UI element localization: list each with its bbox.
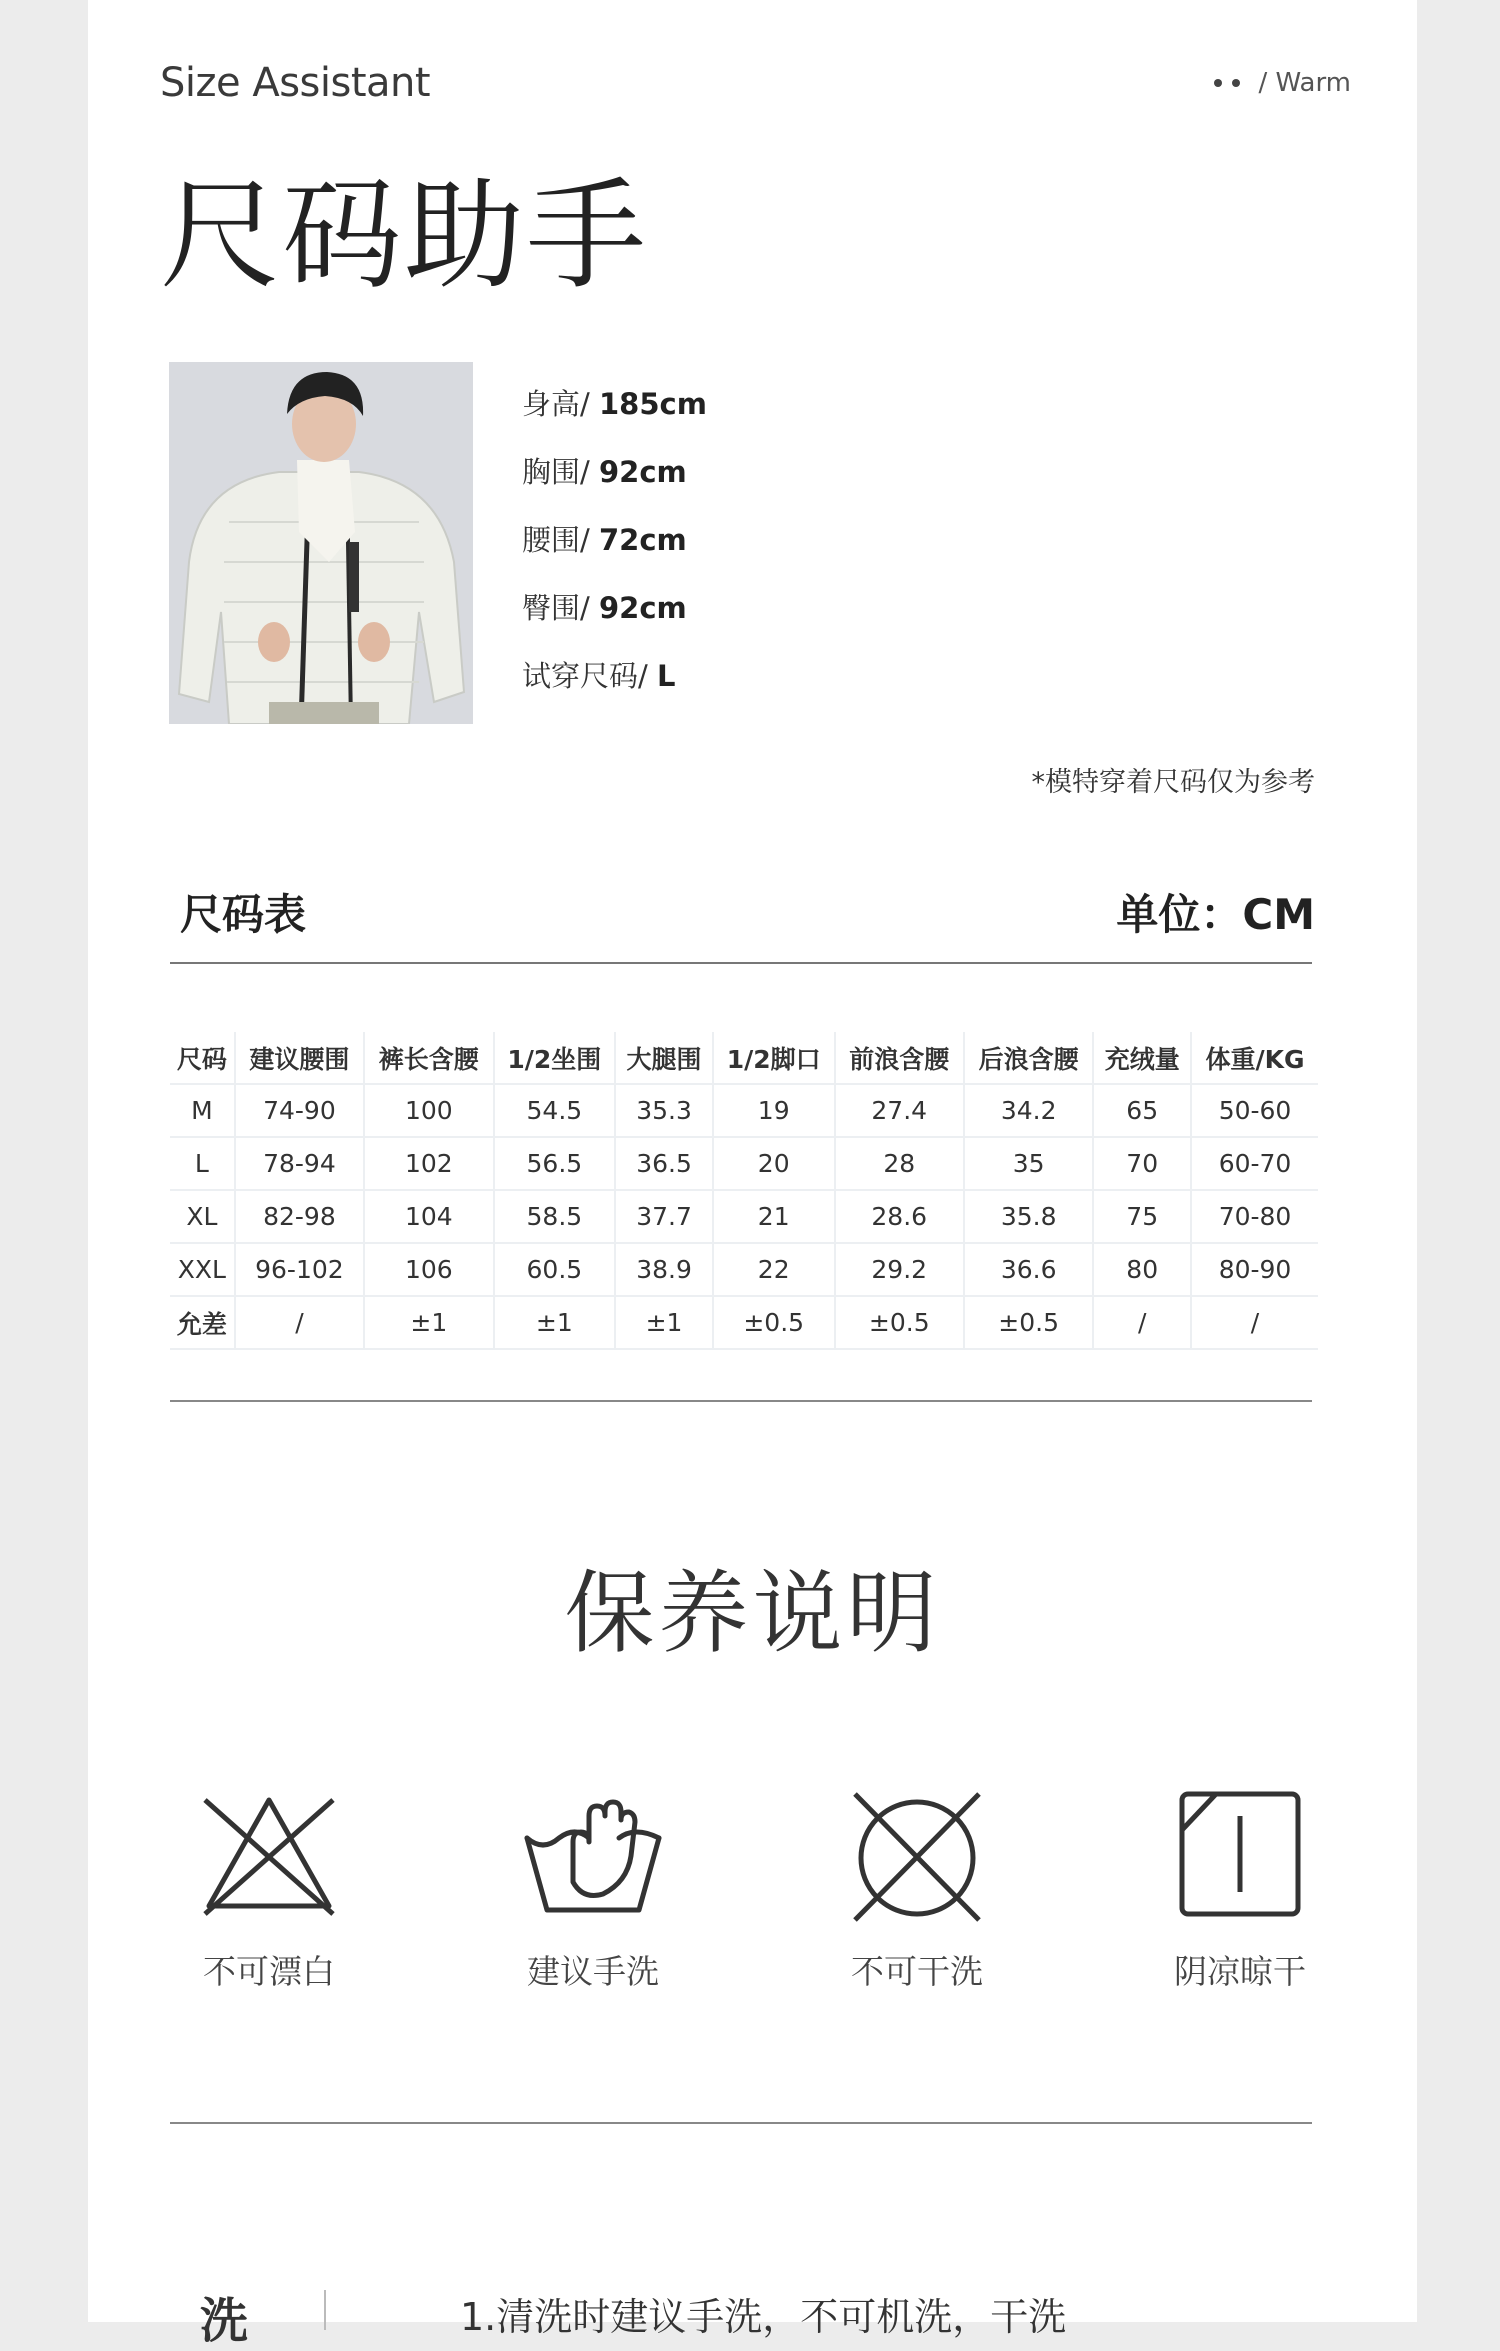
table-cell: 80 bbox=[1093, 1243, 1191, 1296]
table-row bbox=[170, 1243, 1318, 1296]
care-label: 不可干洗 bbox=[851, 1952, 983, 1991]
table-cell: 36.5 bbox=[615, 1137, 713, 1190]
header-right bbox=[1214, 68, 1351, 98]
table-cell: 104 bbox=[364, 1190, 493, 1243]
table-cell: 19 bbox=[713, 1084, 835, 1137]
table-cell: 70 bbox=[1093, 1137, 1191, 1190]
table-cell: 35 bbox=[964, 1137, 1093, 1190]
table-header-cell: 建议腰围 bbox=[235, 1032, 364, 1084]
table-row-label: XXL bbox=[170, 1243, 235, 1296]
table-cell: 28 bbox=[835, 1137, 964, 1190]
table-cell: 27.4 bbox=[835, 1084, 964, 1137]
size-assistant-page bbox=[88, 0, 1417, 2349]
table-cell: 35.8 bbox=[964, 1190, 1093, 1243]
table-cell: 106 bbox=[364, 1243, 493, 1296]
table-cell: ±0.5 bbox=[713, 1296, 835, 1349]
table-header-cell: 1/2脚口 bbox=[713, 1032, 835, 1084]
table-cell: 75 bbox=[1093, 1190, 1191, 1243]
header-right-label: / Warm bbox=[1258, 68, 1351, 98]
table-header-cell: 裤长含腰 bbox=[364, 1032, 493, 1084]
table-cell: ±0.5 bbox=[835, 1296, 964, 1349]
table-cell: 34.2 bbox=[964, 1084, 1093, 1137]
size-table-unit: 单位：CM bbox=[1116, 890, 1315, 939]
care-label: 不可漂白 bbox=[203, 1952, 335, 1991]
table-header-cell: 尺码 bbox=[170, 1032, 235, 1084]
table-cell: 65 bbox=[1093, 1084, 1191, 1137]
table-header-cell: 大腿围 bbox=[615, 1032, 713, 1084]
wash-instruction: 1.清洗时建议手洗，不可机洗，干洗 bbox=[460, 2295, 1067, 2339]
table-cell: 38.9 bbox=[615, 1243, 713, 1296]
spec-height: 身高/ 185cm bbox=[522, 387, 707, 421]
table-cell: ±1 bbox=[494, 1296, 616, 1349]
table-header-cell: 充绒量 bbox=[1093, 1032, 1191, 1084]
table-body bbox=[170, 1084, 1318, 1349]
table-cell: 56.5 bbox=[494, 1137, 616, 1190]
size-table-title: 尺码表 bbox=[180, 890, 307, 939]
table-cell: 102 bbox=[364, 1137, 493, 1190]
table-header-cell: 前浪含腰 bbox=[835, 1032, 964, 1084]
table-cell: 60.5 bbox=[494, 1243, 616, 1296]
table-cell: 35.3 bbox=[615, 1084, 713, 1137]
table-row-label: L bbox=[170, 1137, 235, 1190]
hand-wash-icon bbox=[523, 1786, 663, 1926]
table-cell: / bbox=[1191, 1296, 1318, 1349]
table-cell: 74-90 bbox=[235, 1084, 364, 1137]
table-cell: 22 bbox=[713, 1243, 835, 1296]
divider bbox=[170, 962, 1312, 964]
table-cell: 60-70 bbox=[1191, 1137, 1318, 1190]
table-header-cell: 体重/KG bbox=[1191, 1032, 1318, 1084]
care-item-no-dry-clean bbox=[837, 1786, 997, 1993]
table-cell: 29.2 bbox=[835, 1243, 964, 1296]
table-cell: 36.6 bbox=[964, 1243, 1093, 1296]
table-cell: 82-98 bbox=[235, 1190, 364, 1243]
table-header-row bbox=[170, 1032, 1318, 1084]
table-cell: / bbox=[235, 1296, 364, 1349]
brand-english-title: Size Assistant bbox=[160, 60, 431, 106]
table-cell: 20 bbox=[713, 1137, 835, 1190]
table-row-label: M bbox=[170, 1084, 235, 1137]
care-label: 阴凉晾干 bbox=[1174, 1952, 1306, 1991]
wash-heading: 洗 bbox=[200, 2293, 249, 2349]
table-cell: 54.5 bbox=[494, 1084, 616, 1137]
table-row-label: XL bbox=[170, 1190, 235, 1243]
table-header-cell: 1/2坐围 bbox=[494, 1032, 616, 1084]
care-label: 建议手洗 bbox=[527, 1952, 659, 1991]
model-size-note: *模特穿着尺码仅为参考 bbox=[1031, 767, 1315, 798]
table-row-label: 允差 bbox=[170, 1296, 235, 1349]
dots-icon bbox=[1214, 79, 1240, 87]
divider bbox=[170, 1400, 1312, 1402]
table-row bbox=[170, 1137, 1318, 1190]
divider bbox=[170, 2122, 1312, 2124]
spec-trial-size: 试穿尺码/ L bbox=[522, 659, 676, 693]
table-cell: 78-94 bbox=[235, 1137, 364, 1190]
page-title: 尺码助手 bbox=[160, 167, 648, 306]
table-cell: 80-90 bbox=[1191, 1243, 1318, 1296]
table-cell: 58.5 bbox=[494, 1190, 616, 1243]
care-item-line-dry-shade bbox=[1160, 1786, 1320, 1993]
size-table bbox=[170, 1032, 1318, 1350]
table-cell: 70-80 bbox=[1191, 1190, 1318, 1243]
model-photo bbox=[169, 362, 473, 724]
no-dry-clean-icon bbox=[847, 1786, 987, 1926]
spec-chest: 胸围/ 92cm bbox=[522, 455, 687, 489]
table-cell: 28.6 bbox=[835, 1190, 964, 1243]
line-dry-shade-icon bbox=[1170, 1786, 1310, 1926]
model-illustration bbox=[169, 362, 473, 724]
table-cell: ±0.5 bbox=[964, 1296, 1093, 1349]
table-row bbox=[170, 1190, 1318, 1243]
table-cell: 96-102 bbox=[235, 1243, 364, 1296]
table-cell: 100 bbox=[364, 1084, 493, 1137]
wash-separator bbox=[324, 2290, 326, 2330]
table-cell: 50-60 bbox=[1191, 1084, 1318, 1137]
spec-waist: 腰围/ 72cm bbox=[522, 523, 687, 557]
table-row bbox=[170, 1296, 1318, 1349]
table-cell: ±1 bbox=[364, 1296, 493, 1349]
model-specs bbox=[522, 380, 707, 720]
care-item-no-bleach bbox=[189, 1786, 349, 1993]
table-cell: / bbox=[1093, 1296, 1191, 1349]
no-bleach-icon bbox=[199, 1786, 339, 1926]
table-row bbox=[170, 1084, 1318, 1137]
table-cell: 21 bbox=[713, 1190, 835, 1243]
care-item-hand-wash bbox=[513, 1786, 673, 1993]
table-cell: 37.7 bbox=[615, 1190, 713, 1243]
care-title: 保养说明 bbox=[564, 1561, 941, 1666]
spec-hip: 臀围/ 92cm bbox=[522, 591, 687, 625]
table-header-cell: 后浪含腰 bbox=[964, 1032, 1093, 1084]
table-cell: ±1 bbox=[615, 1296, 713, 1349]
